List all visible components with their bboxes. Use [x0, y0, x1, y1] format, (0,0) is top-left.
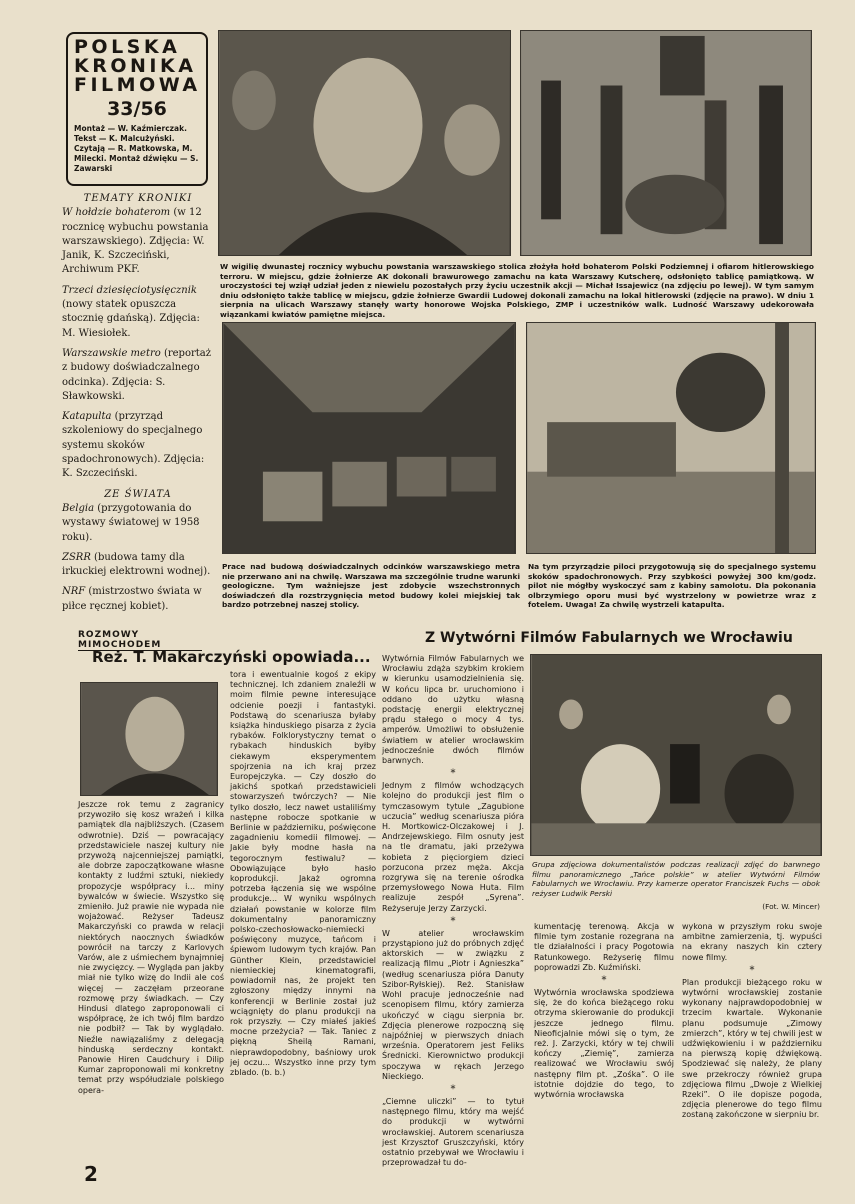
section-label-interview: ROZMOWY MIMOCHODEM: [78, 630, 202, 651]
photo-makarczynski-illustration: [81, 683, 217, 795]
themes-header: TEMATY KRONIKI: [83, 193, 193, 204]
photo-portrait-issajewicz: [218, 30, 511, 256]
theme-item: [62, 347, 214, 404]
theme-item: [62, 410, 214, 481]
separator-star: *: [749, 964, 755, 976]
theme-text: (nowy statek opuszcza stocznię gdańską). Zdjęcia: M. Wiesiołek.: [62, 299, 200, 339]
wroclaw-paragraph: „Ciemne uliczki” — to tytuł następnego filmu, który ma wejść do produkcji w wytwórni wrocławskiej. Autorem scenariusza jest Krzysztof Gruszczyński, który ostatnio przebywał we Wrocławiu i przeprowadzał tu do-: [382, 1096, 524, 1168]
theme-item: [62, 284, 214, 341]
world-text: (przygotowania do wystawy światowej w 1958 roku).: [62, 502, 200, 543]
world-item: [62, 585, 214, 614]
photo-catapult-illustration: [527, 323, 815, 553]
wroclaw-paragraph: Plan produkcji bieżącego roku w wytwórni wrocławskiej zostanie wykonany najprawdopodobniej w trzecim kwartale. Wykonanie planu podsumuje „Zimowy zmierzch”, który w tej chwili jest w udźwiękowieniu i w październiku na pierwszą kopię dźwiękową. Spodziewać się należy, że plany swe przekroczy również grupa zdjęciowa filmu „Dwoje z Wielkiej Rzeki”. O ile dopisze pogoda, zdjęcia plenerowe do tego filmu zostaną zakończone w sierpniu br.: [682, 977, 822, 1120]
photo-metro-illustration: [223, 323, 515, 553]
theme-text: (przyrząd szkoleniowy do specjalnego systemu skoków spadochronowych). Zdjęcia: K. Szczeciński.: [62, 411, 205, 480]
separator-star: *: [450, 1083, 456, 1095]
theme-title: Katapulta: [62, 411, 112, 423]
theme-title: W hołdzie bohaterom: [62, 207, 171, 219]
theme-text: (w 12 rocznicę wybuchu powstania warszawskiego). Zdjęcia: W. Janik, K. Szczeciński, Archiwum PKF.: [62, 207, 209, 276]
themes-list: [62, 192, 214, 620]
caption-top-photos: W wigilię dwunastej rocznicy wybuchu powstania warszawskiego stolica złożyła hołd bohaterom Polski Podziemnej i ofiarom hitlerowskiego terroru. W miejscu, gdzie żołnierze AK dokonali brawurowego zamachu na kata Warszawy Kutscherę, odsłonięto tablicę pamiątkową. W uroczystości tej wziął udział jeden z niewielu pozostałych przy życiu uczestnik akcji — Michał Issajewicz (na zdjęciu po lewej). W tym samym dniu odsłonięto także tablicę w miejscu, gdzie żołnierze Gwardii Ludowej dokonali zamachu na lokal hitlerowski (zdjęcie na prawo). W dniu 1 sierpnia na ulicach Warszawy stanęły warty honorowe Wojska Polskiego, ZMP i uczestników walk. Ludność Warszawy udekorowała wiązankami kwiatów pamiętne miejsca.: [220, 262, 814, 319]
photo-metro-tunnel: [222, 322, 516, 554]
interview-headline: Reż. T. Makarczyński opowiada...: [92, 648, 371, 666]
photo-film-set-illustration: [531, 655, 821, 855]
photo-portrait-illustration: [219, 31, 510, 255]
world-item: [62, 502, 214, 545]
world-text: (mistrzostwo świata w piłce ręcznej kobiet).: [62, 586, 202, 612]
world-text: (budowa tamy dla irkuckiej elektrowni wodnej).: [62, 551, 211, 578]
masthead-line-1: POLSKA: [74, 36, 181, 58]
wroclaw-column-3: [682, 922, 822, 1121]
world-title: Belgia: [62, 502, 95, 514]
theme-title: Trzeci dziesięciotysięcznik: [62, 284, 197, 296]
wroclaw-paragraph: Wytwórnia wrocławska spodziewa się, że do końca bieżącego roku otrzyma skierowanie do produkcji jeszcze jednego filmu. Nieoficjalnie mówi się o tym, że reż. J. Zarzycki, który w tej chwili kończy „Ziemię”, zamierza realizować we Wrocławiu swój następny film pt. „Zośka”. O ile istotnie dojdzie do tego, to wytwórnia wrocławska: [534, 988, 674, 1100]
masthead-line-3: FILMOWA: [74, 74, 201, 96]
caption-metro: Prace nad budową doświadczalnych odcinków warszawskiego metra nie przerwano ani na chwilę. Warszawa ma szczególnie trudne warunki geologiczne. Tym ważniejsze jest zdobycie wszechstronnych doświadczeń dla rozstrzygnięcia metod budowy kolei miejskiej tak bardzo potrzebnej naszej stolicy.: [222, 562, 520, 609]
wroclaw-paragraph: Jednym z filmów wchodzących kolejno do produkcji jest film o tymczasowym tytule „Zagubione uczucia” według scenariusza pióra H. Mortkowicz-Olczakowej i J. Andrzejewskiego. Film osnuty jest na tle dramatu, jaki przeżywa kobieta z pięciorgiem dzieci porzucona przez męża. Akcja rozgrywa się na terenie ośrodka przemysłowego Nowa Huta. Film realizuje zespół „Syrena”. Reżyseruje Jerzy Zarzycki.: [382, 781, 524, 913]
photo-makarczynski: [80, 682, 218, 796]
photo-catapult-training: [526, 322, 816, 554]
wroclaw-headline: Z Wytwórni Filmów Fabularnych we Wrocławiu: [425, 630, 793, 646]
photo-memorial-illustration: [521, 31, 811, 255]
separator-star: *: [450, 915, 456, 927]
world-title: NRF: [62, 586, 86, 598]
wroclaw-paragraph: W atelier wrocławskim przystąpiono już do próbnych zdjęć aktorskich — w związku z realizacją filmu „Piotr i Agnieszka” (według scenariusza pióra Danuty Szibor-Ryłskiej). Reż. Stanisław Wohl pracuje jednocześnie nad scenopisem filmu, który zamierza ukończyć w ciągu sierpnia br. Zdjęcia plenerowe rozpoczną się najpóźniej w pierwszych dniach września. Operatorem jest Feliks Średnicki. Kierownictwo produkcji spoczywa w rękach Jerzego Nieckiego.: [382, 928, 524, 1081]
world-title: ZSRR: [62, 551, 91, 563]
separator-star: *: [601, 975, 607, 987]
wroclaw-paragraph: kumentację terenową. Akcja w filmie tym zostanie rozegrana na tle działalności i pracy Pogotowia Ratunkowego. Reżyserię filmu poprowadzi Zb. Kuźmiński.: [534, 922, 674, 972]
theme-text: (reportaż z budowy doświadczalnego odcinka). Zdjęcia: S. Sławkowski.: [62, 347, 212, 402]
theme-item: [62, 206, 214, 277]
wroclaw-paragraph: wykona w przyszłym roku swoje ambitne zamierzenia, tj. wypuści na ekrany naszych kin cztery nowe filmy.: [682, 922, 822, 962]
caption-catapult: Na tym przyrządzie piloci przygotowują się do specjalnego systemu skoków spadochronowych. Przy szybkości powyżej 300 km/godz. pilot nie mógłby wyskoczyć sam z kabiny samolotu. Dla pokonania olbrzymiego oporu musi być wystrzelony w powietrze wraz z fotelem. Uwaga! Za chwilę wystrzeli katapulta.: [528, 562, 816, 609]
theme-title: Warszawskie metro: [62, 347, 161, 359]
page-number: 2: [84, 1162, 98, 1186]
photo-tance-polskie-set: [530, 654, 822, 856]
separator-star: *: [450, 768, 456, 780]
wroclaw-column-1: [382, 654, 524, 1168]
masthead-box: [66, 32, 208, 186]
caption-wroclaw-photo: Grupa zdjęciowa dokumentalistów podczas realizacji zdjęć do barwnego filmu panoramicznego „Tańce polskie” w atelier Wytwórni Filmów Fabularnych we Wrocławiu. Przy kamerze operator Franciszek Fuchs — obok reżyser Ludwik Perski: [532, 860, 820, 898]
world-item: [62, 551, 214, 580]
caption-wroclaw-credit: (Fot. W. Mincer): [762, 902, 820, 911]
masthead-credits: Montaż — W. Kaźmierczak. Tekst — K. Malcużyński. Czytają — R. Matkowska, M. Milecki. Montaż dźwięku — S. Zawarski: [74, 124, 199, 173]
issue-number: 33/56: [107, 98, 167, 120]
photo-memorial-plaque: [520, 30, 812, 256]
masthead-line-2: KRONIKA: [74, 55, 197, 77]
wroclaw-column-2: [534, 922, 674, 1100]
interview-column-1: Jeszcze rok temu z zagranicy przywoziło się kosz wrażeń i kilka pamiątek dla najbliższych. (Czasem odwrotnie). Dziś — powracający przedstawiciele naszej kultury nie przywożą najcenniejszej pamiątki, ale dobrze zapoczątkowane własne kontakty z ludźmi sztuki, niekiedy propozycje współpracy i... miny bywalców w świecie. Wszystko się zmieniło. Już prawie nie wypada nie wojażować. Reżyser Tadeusz Makarczyński co prawda w relacji niektórych naocznych świadków powrócił na tarczy z Karlovych Varów, ale z uśmiechem bynajmniej nie zwycięzcy. — Wygląda pan jakby miał nie tylko wizę do Indii ale coś więcej — zaczęłam przeorane rozmowę przy świadkach. — Czy Hindusi dlatego zaproponowali ci współpracę, że ich twój film bardzo nie podbił? — Tak by wyglądało. Nieźle nawiązaliśmy z delegacją hinduską serdeczny kontakt. Panowie Hiren Caudchury i Dilip Kumar zaproponowali mi konkretny temat przy współudziale polskiego opera-: [78, 800, 224, 1095]
interview-column-2: tora i ewentualnie kogoś z ekipy technicznej. Ich zdaniem znaleźli w moim filmie pewne interesujące odcienie poezji i fantastyki. Podstawą do scenariusza byłaby książka hinduskiego pisarza z życia rybaków. Folklorystyczny temat o rybakach hinduskich byłby ciekawym eksperymentem spojrzenia na ich kraj przez Europejczyka. — Czy doszło do jakichś spotkań przedstawicieli stowarzyszeń twórczych? — Nie tylko doszło, lecz nawet ustaliliśmy następne robocze spotkanie w Berlinie w październiku, poświęcone zagadnieniu komedii filmowej. — Jakie były modne hasła na tegorocznym festiwalu? — Obowiązujące było hasło koprodukcji. Jakaż ogromna potrzeba łączenia się we wspólne produkcje... W wyniku wspólnych działań powstanie w kolorze film dokumentalny panoramiczny polsko-czechosłowacko-niemiecki poświęcony muzyce, tańcom i śpiewom ludowym tych krajów. Pan Günther Klein, przedstawiciel niemieckiej kinematografii, powiadomił nas, że projekt ten zgłoszony między innymi na konferencji w Berlinie został już wciągnięty do planu produkcji na rok przyszły. — Czy miałeś jakieś mocne przeżycia? — Tak. Taniec z piękną Sheilą Ramani, nieprawdopodobny, baśniowy urok jej oczu... Wszystko inne przy tym zblado. (b. b.): [230, 670, 376, 1077]
world-header: ZE ŚWIATA: [104, 488, 172, 500]
wroclaw-paragraph: Wytwórnia Filmów Fabularnych we Wrocławiu zdąża szybkim krokiem w kierunku usamodzielnienia się. W końcu lipca br. uruchomiono i oddano do użytku własną podstację energii elektrycznej prądu stałego o mocy 4 tys. amperów. Umożliwi to obsłużenie światłem w atelier wrocławskim jednocześnie dwóch filmów barwnych.: [382, 654, 524, 766]
